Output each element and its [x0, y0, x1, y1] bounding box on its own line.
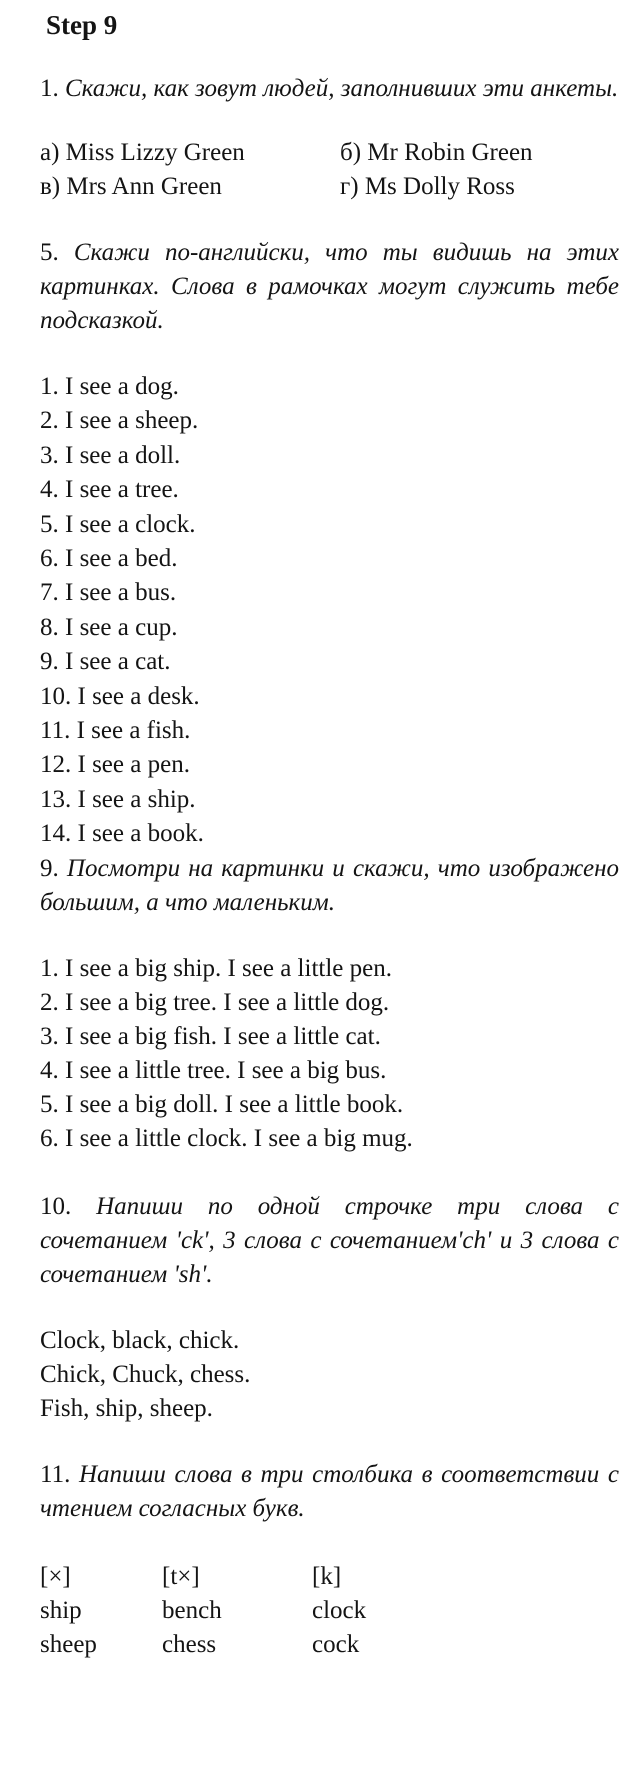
column-header: [t×]: [162, 1562, 200, 1590]
task-instruction: [40, 1458, 619, 1526]
task-instruction-text: Скажи, как зовут людей, заполнивших эти анкеты.: [65, 75, 619, 102]
answer-line: 5. I see a big doll. I see a little book.: [40, 1090, 404, 1118]
answer-list: [40, 370, 619, 852]
task-11: [40, 1458, 619, 1662]
answer-line: Fish, ship, sheep.: [40, 1394, 213, 1422]
table-cell: sheep: [40, 1630, 97, 1658]
task-number: 9.: [40, 854, 59, 882]
table-cell: ship: [40, 1596, 82, 1624]
answer-line: Clock, black, chick.: [40, 1326, 240, 1354]
answer-line: 14. I see a book.: [40, 820, 204, 848]
answer-line: 8. I see a cup.: [40, 613, 178, 641]
answer-line: а) Miss Lizzy Green: [40, 139, 245, 166]
answer-line: 7. I see a bus.: [40, 579, 177, 607]
page-heading: Step 9: [46, 10, 118, 40]
task-number: 11.: [40, 1460, 71, 1488]
answer-grid: [40, 136, 619, 204]
sound-columns-table: [40, 1560, 619, 1662]
task-number: 1.: [40, 75, 59, 102]
answer-list: [40, 1324, 619, 1426]
answer-line: 10. I see a desk.: [40, 682, 200, 710]
task-instruction: [40, 852, 619, 920]
answer-line: 12. I see a pen.: [40, 751, 190, 779]
task-10: [40, 1190, 619, 1426]
task-instruction-text: Напиши слова в три столбика в соответствии с чтением согласных букв.: [40, 1460, 619, 1522]
column-header: [×]: [40, 1562, 71, 1590]
task-5: [40, 236, 619, 852]
task-1: [40, 72, 619, 204]
task-instruction-text: Напиши по одной строчке три слова с сочетанием 'ck', 3 слова с сочетанием'ch' и 3 слова с сочетанием 'sh'.: [40, 1192, 619, 1288]
task-instruction: [40, 1190, 619, 1292]
task-instruction: [40, 236, 619, 338]
answer-line: Chick, Chuck, chess.: [40, 1360, 251, 1388]
answer-line: 5. I see a clock.: [40, 510, 196, 538]
column-header: [k]: [312, 1562, 342, 1590]
answer-line: 3. I see a big fish. I see a little cat.: [40, 1022, 381, 1050]
task-number: 10.: [40, 1192, 72, 1220]
answer-line: 9. I see a cat.: [40, 648, 171, 676]
answer-line: 3. I see a doll.: [40, 441, 181, 469]
answer-line: г) Ms Dolly Ross: [340, 173, 515, 200]
answer-line: б) Mr Robin Green: [340, 139, 533, 166]
answer-line: 4. I see a tree.: [40, 476, 179, 504]
answer-line: 11. I see a fish.: [40, 717, 191, 745]
task-number: 5.: [40, 239, 59, 266]
answer-line: 13. I see a ship.: [40, 785, 196, 813]
task-9: [40, 852, 619, 1156]
answer-list: [40, 952, 619, 1156]
answer-line: 6. I see a bed.: [40, 545, 178, 573]
answer-line: 1. I see a big ship. I see a little pen.: [40, 954, 392, 982]
answer-line: 1. I see a dog.: [40, 373, 179, 400]
task-instruction: [40, 72, 619, 106]
answer-line: 4. I see a little tree. I see a big bus.: [40, 1056, 387, 1084]
answer-line: 2. I see a big tree. I see a little dog.: [40, 988, 390, 1016]
table-cell: bench: [162, 1596, 222, 1624]
task-instruction-text: Скажи по-английски, что ты видишь на этих картинках. Слова в рамочках могут служить тебе подсказкой.: [40, 239, 620, 334]
table-cell: clock: [312, 1596, 367, 1624]
table-cell: cock: [312, 1630, 360, 1658]
answer-line: в) Mrs Ann Green: [40, 173, 222, 200]
table-cell: chess: [162, 1630, 217, 1658]
answer-line: 2. I see a sheep.: [40, 407, 199, 435]
answer-line: 6. I see a little clock. I see a big mug.: [40, 1124, 413, 1152]
task-instruction-text: Посмотри на картинки и скажи, что изображено большим, а что маленьким.: [40, 854, 620, 916]
